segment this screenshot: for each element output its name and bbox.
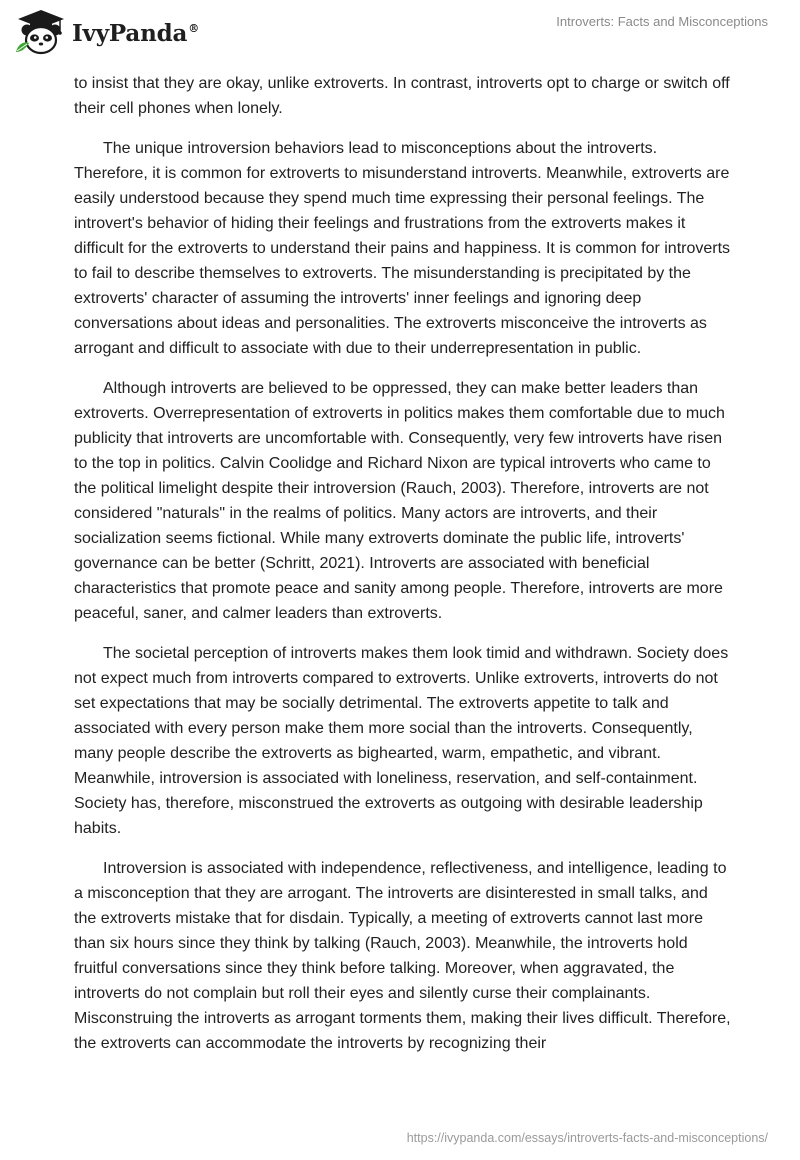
document-title: Introverts: Facts and Misconceptions (556, 14, 768, 29)
paragraph: to insist that they are okay, unlike extroverts. In contrast, introverts opt to charge or switch off their cell phones when lonely. (74, 75, 730, 117)
paragraph: Introversion is associated with independence, reflectiveness, and intelligence, leading to a misconception that they are arrogant. The introverts are disinterested in small talks, and the extroverts mistake that for disdain. Typically, a meeting of extroverts cannot last more than six hours since they think by talking (Rauch, 2003). Meanwhile, the introverts hold fruitful conversations since they think before talking. Moreover, when aggravated, the introverts do not complain but roll their eyes and silently curse their complainants. Misconstruing the introverts as arrogant torments them, making their lives difficult. Therefore, the extroverts can accommodate the introverts by recognizing their (74, 860, 731, 1052)
essay-body (74, 71, 734, 1071)
paragraph: Although introverts are believed to be oppressed, they can make better leaders than extroverts. Overrepresentation of extroverts in politics makes them comfortable due to much publicity that introverts are uncomfortable with. Consequently, very few introverts have risen to the top in politics. Calvin Coolidge and Richard Nixon are typical introverts who came to the political limelight despite their introversion (Rauch, 2003). Therefore, introverts are not considered "naturals" in the realms of politics. Many actors are introverts, and their socialization seems fictional. While many extroverts dominate the public life, introverts' governance can be better (Schritt, 2021). Introverts are associated with beneficial characteristics that promote peace and sanity among people. Therefore, introverts are more peaceful, saner, and calmer leaders than extroverts. (74, 380, 725, 622)
ivypanda-logo[interactable] (14, 8, 199, 56)
panda-graduate-icon (14, 8, 68, 56)
paragraph: The societal perception of introverts makes them look timid and withdrawn. Society does not expect much from introverts compared to extroverts. Unlike extroverts, introverts do not set expectations that may be socially detrimental. The extroverts appetite to talk and associated with every person make them more social than the introverts. Consequently, many people describe the extroverts as bighearted, warm, empathetic, and vibrant. Meanwhile, introversion is associated with loneliness, reservation, and self-containment. Society has, therefore, misconstrued the extroverts as outgoing with desirable leadership habits. (74, 645, 729, 837)
paragraph: The unique introversion behaviors lead to misconceptions about the introverts. Therefore, it is common for extroverts to misunderstand introverts. Meanwhile, extroverts are easily understood because they spend much time expressing their personal feelings. The introvert's behavior of hiding their feelings and frustrations from the extroverts makes it difficult for the extroverts to understand their pains and happiness. It is common for introverts to fail to describe themselves to extroverts. The misunderstanding is precipitated by the extroverts' character of assuming the introverts' inner feelings and ignoring deep conversations about ideas and personalities. The extroverts misconceive the introverts as arrogant and difficult to associate with due to their underrepresentation in public. (74, 140, 731, 357)
source-url-link[interactable]: https://ivypanda.com/essays/introverts-facts-and-misconceptions/ (406, 1131, 768, 1145)
logo-wordmark: IvyPanda® (72, 19, 199, 47)
page-header (0, 0, 800, 60)
